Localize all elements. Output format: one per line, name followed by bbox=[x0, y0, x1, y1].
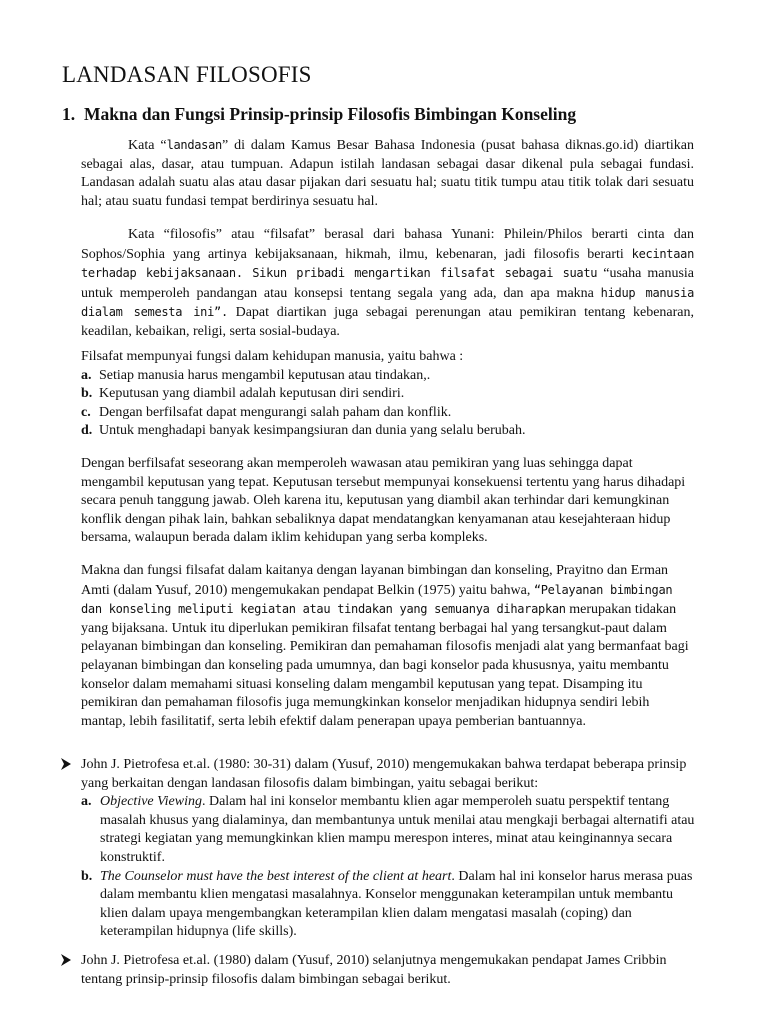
arrow-bullet-icon bbox=[60, 757, 72, 771]
p1-part-b: landasan bbox=[166, 138, 222, 152]
p4-part-b: “Pelayanan bimbingan dan konseling meliputi kegiatan atau tindakan yang semuanya diharapkan bbox=[81, 582, 673, 617]
list-item: d. Untuk menghadapi banyak kesimpangsiuran dan dunia yang selalu berubah. bbox=[81, 423, 526, 439]
list-item: a. Objective Viewing. Dalam hal ini konselor membantu klien agar memperoleh suatu perspektif tentang masalah khusus yang dialaminya, dan membantunya untuk menilai atau mengkaji berbagai alternatifi atau strategi kegiatan yang memungkinkan klien mampu merespon interes, minat atau keinginannya secara konstruktif. bbox=[81, 794, 695, 865]
section-number: 1. bbox=[62, 104, 76, 124]
list-item: a. Setiap manusia harus mengambil keputusan atau tindakan,. bbox=[81, 367, 431, 383]
p2-part-c: “usaha manusia untuk memperoleh pandangan atau konsepsi tentang segala yang ada, dan apa makna bbox=[81, 266, 695, 301]
p1-part-a: Kata “ bbox=[128, 138, 167, 153]
functions-block bbox=[81, 348, 694, 441]
arrow-bullet-icon bbox=[60, 953, 72, 967]
list-item: b. The Counselor must have the best interest of the client at heart. Dalam hal ini konselor harus merasa puas dalam membantu klien mengatasi masalahnya. Konselor menggunakan keterampilan untuk membantu klien dalam upaya mengembangkan keterampilan klien dalam mengatasi masalah (coping) dan keterampilan hidupnya (life skills). bbox=[81, 868, 693, 940]
p2-part-d: hidup manusia dialam semesta ini”. bbox=[81, 285, 694, 320]
term-objective-viewing: Objective Viewing bbox=[100, 794, 202, 810]
paragraph-filosofis bbox=[81, 226, 694, 342]
document-title: LANDASAN FILOSOFIS bbox=[62, 62, 312, 87]
paragraph-berfilsafat: Dengan berfilsafat seseorang akan memperoleh wawasan atau pemikiran yang luas sehingga dapat mengambil keputusan yang tepat. Keputusan tersebut mempunyai konsekuensi tertentu yang harus dihadapi secara penuh tanggung jawab. Oleh karena itu, keputusan yang diambil akan terhindar dari kemungkinan konflik dengan pihak lain, bahkan sebaliknya dapat mendatangkan kenyamanan atau kesejahteraan hidup bersama, walaupun berada dalam iklim kehidupan yang serba kompleks. bbox=[81, 456, 686, 546]
bullet-text: John J. Pietrofesa et.al. (1980: 30-31) dalam (Yusuf, 2010) mengemukakan bahwa terdapat beberapa prinsip yang berkaitan dengan landasan filosofis dalam bimbingan, yaitu sebagai berikut: bbox=[81, 757, 687, 791]
paragraph-makna-fungsi bbox=[81, 562, 694, 731]
term-counselor-best-interest: The Counselor must have the best interest of the client at heart bbox=[100, 868, 452, 884]
bullet-pietrofesa-2 bbox=[60, 952, 700, 989]
functions-intro: Filsafat mempunyai fungsi dalam kehidupan manusia, yaitu bahwa : bbox=[81, 349, 464, 364]
p2-part-b: kecintaan terhadap kebijaksanaan. Sikun pribadi mengartikan filsafat sebagai suatu bbox=[81, 246, 694, 281]
section-title: Makna dan Fungsi Prinsip-prinsip Filosofis Bimbingan Konseling bbox=[84, 104, 577, 124]
paragraph-landasan bbox=[81, 136, 694, 211]
p1-part-c: ” di dalam Kamus Besar Bahasa Indonesia (pusat bahasa diknas.go.id) diartikan sebagai alas, dasar, atau tumpuan. Adapun istilah landasan sebagai dasar dikenal pula sebagai fundasi. Landasan adalah suatu alas atau dasar pijakan dari sesuatu hal; suatu titik tumpu atau titik tolak dari sesuatu hal; atau suatu fundasi tempat berdirinya sesuatu hal. bbox=[81, 138, 694, 209]
list-item: c. Dengan berfilsafat dapat mengurangi salah paham dan konflik. bbox=[81, 404, 452, 420]
bullet-pietrofesa-1 bbox=[60, 756, 700, 942]
p4-part-c: merupakan tidakan yang bijaksana. Untuk itu diperlukan pemikiran filsafat tentang berbagai hal yang tersangkut-paut dalam pelayanan bimbingan dan konseling. Pemikiran dan pemahaman filosofis menjadi alat yang bermanfaat bagi pelayanan bimbingan dan konseling pada umumnya, dan bagi konselor pada khususnya, yaitu membantu konselor dalam memahami situasi konseling dalam mengambil keputusan yang tepat. Disamping itu pemikiran dan pemahaman filosofis juga memungkinkan konselor menjadikan hidupnya sendiri lebih mantap, lebih fasilitatif, serta lebih efektif dalam penerapan upaya pemberian bantuannya. bbox=[81, 602, 689, 729]
p2-part-a: Kata “filosofis” atau “filsafat” berasal dari bahasa Yunani: Philein/Philos berarti cinta dan Sophos/Sophia yang artinya kebijaksanaan, hikmah, ilmu, kebenaran, jadi filosofis berarti bbox=[81, 227, 694, 262]
section-heading bbox=[62, 104, 576, 125]
list-item: b. Keputusan yang diambil adalah keputusan diri sendiri. bbox=[81, 386, 405, 402]
p4-part-a: Makna dan fungsi filsafat dalam kaitanya dengan layanan bimbingan dan konseling, Prayitno dan Erman Amti (dalam Yusuf, 2010) mengemukakan pendapat Belkin (1975) yaitu bahwa, bbox=[81, 563, 669, 598]
p2-part-e: Dapat diartikan juga sebagai perenungan atau pemikiran tentang kebenaran, keadilan, kebaikan, religi, serta sosial-budaya. bbox=[81, 305, 695, 339]
bullet-text: John J. Pietrofesa et.al. (1980) dalam (Yusuf, 2010) selanjutnya mengemukakan pendapat James Cribbin tentang prinsip-prinsip filosofis dalam bimbingan sebagai berikut. bbox=[81, 953, 667, 987]
